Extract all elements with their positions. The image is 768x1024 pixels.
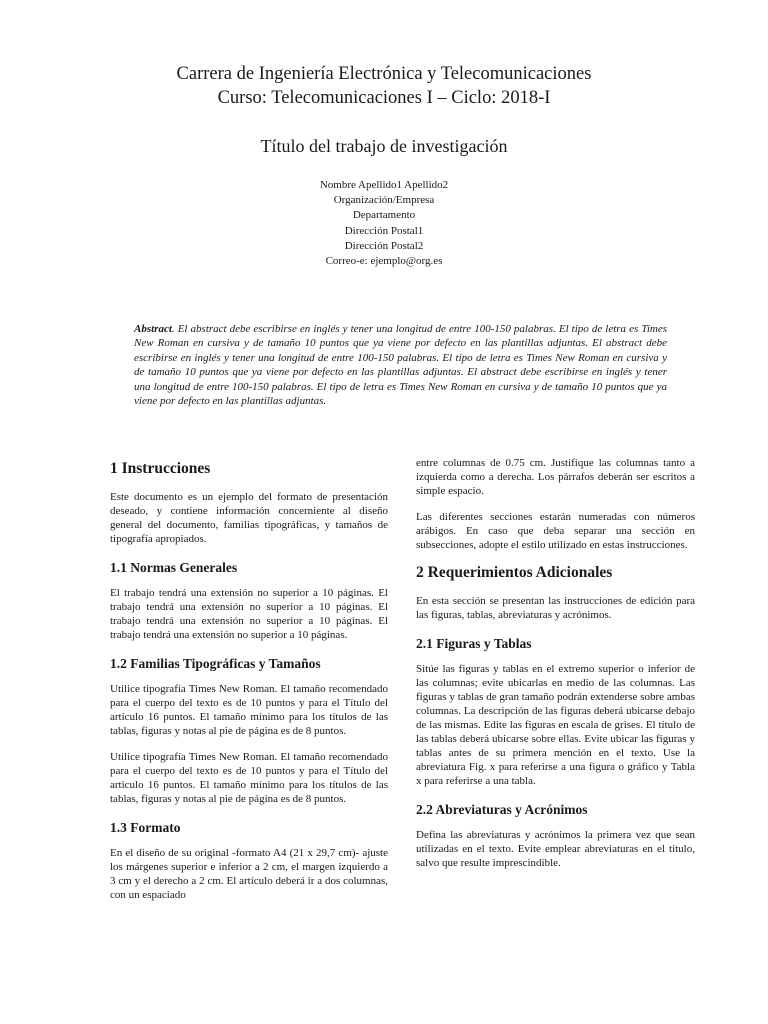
- career-line: Carrera de Ingeniería Electrónica y Telecomunicaciones: [176, 64, 592, 84]
- author-address-1: Dirección Postal1: [344, 224, 424, 237]
- section-1-2-heading: 1.2 Familias Tipográficas y Tamaños: [110, 656, 321, 671]
- right-column: [416, 456, 695, 882]
- section-1-1-heading: 1.1 Normas Generales: [110, 560, 238, 575]
- paragraph: Sitúe las figuras y tablas en el extremo superior o inferior de las columnas; evite ubicarlas en medio de las columnas. Las figuras y tablas de gran tamaño podrán extenderse sobre ambas columnas. La descripción de las figuras deberá ubicarse debajo de las mismas. Edite las figuras en escala de grises. El título de las tablas deberá ubicarse sobre ellas. Evite ubicar las figuras y tablas antes de su primera mención en el texto. Use la abreviatura Fig. x para referirse a una figura o gráfico y Tabla x para referirse a una tabla.: [416, 663, 695, 787]
- section-1-heading: 1 Instrucciones: [110, 460, 211, 477]
- paragraph: En esta sección se presentan las instrucciones de edición para las figuras, tablas, abreviaturas y acrónimos.: [416, 595, 695, 621]
- section-2-heading: 2 Requerimientos Adicionales: [416, 564, 613, 581]
- section-2-2-heading: 2.2 Abreviaturas y Acrónimos: [416, 802, 588, 817]
- paragraph: Las diferentes secciones estarán numeradas con números arábigos. En caso que deba separar una sección en subsecciones, adopte el estilo utilizado en estas instrucciones.: [416, 511, 695, 551]
- left-column: [110, 456, 388, 914]
- paragraph: En el diseño de su original -formato A4 (21 x 29,7 cm)- ajuste los márgenes superior e inferior a 2 cm, el margen izquierdo a 3 cm y el derecho a 2 cm. El artículo deberá ir a dos columnas, con un espaciado: [110, 847, 388, 901]
- abstract-text: . El abstract debe escribirse en inglés y tener una longitud de entre 100-150 palabras. El tipo de letra es Times New Roman en cursiva y de tamaño 10 puntos que ya viene por defecto en las plantillas adjuntas. El abstract debe escribirse en inglés y tener una longitud de entre 100-150 palabras. El tipo de letra es Times New Roman en cursiva y de tamaño 10 puntos que ya viene por defecto en las plantillas adjuntas. El abstract debe escribirse en inglés y tener una longitud de entre 100-150 palabras. El tipo de letra es Times New Roman en cursiva y de tamaño 10 puntos que ya viene por defecto en las plantillas adjuntas.: [134, 323, 667, 408]
- author-name: Nombre Apellido1 Apellido2: [319, 179, 449, 191]
- author-block: [0, 178, 768, 269]
- section-1-3-heading: 1.3 Formato: [110, 820, 181, 835]
- paragraph: Utilice tipografía Times New Roman. El tamaño recomendado para el cuerpo del texto es de 10 puntos y para el Título del articulo 16 puntos. El tamaño mínimo para los títulos de las tablas, figuras y notas al pie de página es de 8 puntos.: [110, 751, 388, 805]
- abstract: [134, 322, 667, 408]
- course-line: Curso: Telecomunicaciones I – Ciclo: 2018-I: [217, 88, 551, 108]
- section-2-1-heading: 2.1 Figuras y Tablas: [416, 636, 532, 651]
- document-title: Título del trabajo de investigación: [260, 136, 508, 156]
- author-address-2: Dirección Postal2: [344, 239, 424, 252]
- author-email: Correo-e: ejemplo@org.es: [325, 255, 443, 268]
- paragraph: El trabajo tendrá una extensión no superior a 10 páginas. El trabajo tendrá una extensión no superior a 10 páginas. El trabajo tendrá una extensión no superior a 10 páginas. El trabajo tendrá una extensión no superior a 10 páginas.: [110, 587, 388, 641]
- author-department: Departamento: [352, 209, 416, 222]
- author-organization: Organización/Empresa: [333, 194, 435, 207]
- document-header: [0, 62, 768, 269]
- paragraph: Defina las abreviaturas y acrónimos la primera vez que sean utilizadas en el texto. Evite emplear abreviaturas en el título, salvo que resulte imprescindible.: [416, 829, 695, 869]
- paragraph: Este documento es un ejemplo del formato de presentación deseado, y contiene información concerniente al diseño general del documento, familias tipográficas, y tamaños de tipografía apropiados.: [110, 491, 388, 545]
- paragraph: Utilice tipografía Times New Roman. El tamaño recomendado para el cuerpo del texto es de 10 puntos y para el Título del articulo 16 puntos. El tamaño mínimo para los títulos de las tablas, figuras y notas al pie de página es de 8 puntos.: [110, 683, 388, 737]
- paragraph: entre columnas de 0.75 cm. Justifique las columnas tanto a izquierda como a derecha. Los párrafos deberán ser escritos a simple espacio.: [416, 457, 695, 497]
- abstract-label: Abstract: [134, 323, 172, 335]
